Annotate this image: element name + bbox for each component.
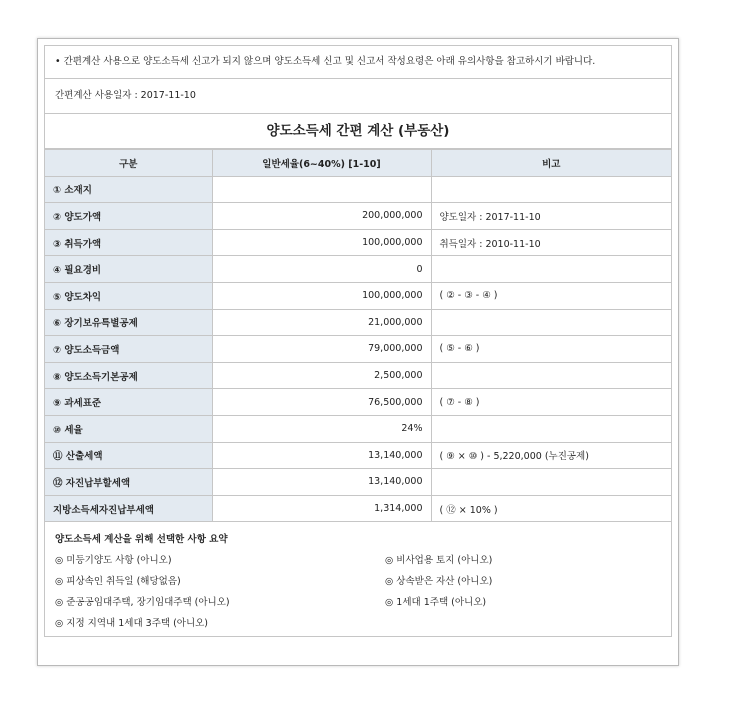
row-value: 13,140,000 xyxy=(212,442,431,469)
table-row xyxy=(45,203,671,230)
row-value: 13,140,000 xyxy=(212,469,431,496)
table-row xyxy=(45,176,671,203)
row-label: ⑧ 양도소득기본공제 xyxy=(45,362,212,389)
row-value: 200,000,000 xyxy=(212,203,431,230)
row-label: 지방소득세자진납부세액 xyxy=(45,495,212,522)
row-value: 100,000,000 xyxy=(212,282,431,309)
row-value: 2,500,000 xyxy=(212,362,431,389)
table-row xyxy=(45,389,671,416)
summary-item: ◎ 피상속인 취득일 (해당없음) xyxy=(55,576,181,588)
table-row xyxy=(45,336,671,363)
row-note xyxy=(431,176,671,203)
row-note xyxy=(431,256,671,283)
row-label: ③ 취득가액 xyxy=(45,229,212,256)
row-label: ⑤ 양도차익 xyxy=(45,282,212,309)
table-row xyxy=(45,256,671,283)
row-label: ⑦ 양도소득금액 xyxy=(45,336,212,363)
table-row xyxy=(45,229,671,256)
row-label: ④ 필요경비 xyxy=(45,256,212,283)
row-label: ② 양도가액 xyxy=(45,203,212,230)
row-note xyxy=(431,362,671,389)
summary-item: ◎ 비사업용 토지 (아니오) xyxy=(385,555,493,567)
row-note: 양도일자 : 2017-11-10 xyxy=(431,203,671,230)
summary-item: ◎ 상속받은 자산 (아니오) xyxy=(385,576,493,588)
row-value: 21,000,000 xyxy=(212,309,431,336)
header-general-rate: 일반세율(6~40%) [1-10] xyxy=(212,150,431,177)
table-row xyxy=(45,495,671,522)
table-row xyxy=(45,442,671,469)
row-value xyxy=(212,176,431,203)
header-remarks: 비고 xyxy=(431,150,671,177)
row-label: ⑥ 장기보유특별공제 xyxy=(45,309,212,336)
row-label: ⑨ 과세표준 xyxy=(45,389,212,416)
row-note: ( ⑦ - ⑧ ) xyxy=(431,389,671,416)
table-row xyxy=(45,415,671,442)
table-row xyxy=(45,469,671,496)
row-value: 0 xyxy=(212,256,431,283)
table-row xyxy=(45,309,671,336)
row-label: ⑫ 자진납부할세액 xyxy=(45,469,212,496)
row-note: ( ⑤ - ⑥ ) xyxy=(431,336,671,363)
row-value: 100,000,000 xyxy=(212,229,431,256)
use-date: 간편계산 사용일자 : 2017-11-10 xyxy=(45,79,671,114)
selection-summary xyxy=(45,522,671,636)
row-note: 취득일자 : 2010-11-10 xyxy=(431,229,671,256)
row-note: ( ② - ③ - ④ ) xyxy=(431,282,671,309)
summary-item: ◎ 준공공임대주택, 장기임대주택 (아니오) xyxy=(55,597,230,609)
summary-item: ◎ 미등기양도 사항 (아니오) xyxy=(55,555,172,567)
summary-item: ◎ 지정 지역내 1세대 3주택 (아니오) xyxy=(55,618,209,630)
row-label: ① 소재지 xyxy=(45,176,212,203)
header-category: 구분 xyxy=(45,150,212,177)
summary-title: 양도소득세 계산을 위해 선택한 사항 요약 xyxy=(55,534,228,546)
row-note: ( ⑨ × ⑩ ) - 5,220,000 (누진공제) xyxy=(431,442,671,469)
result-panel-inner xyxy=(44,45,672,637)
calculation-table xyxy=(45,149,671,522)
result-panel xyxy=(37,38,679,666)
row-note xyxy=(431,415,671,442)
row-note xyxy=(431,309,671,336)
row-label: ⑩ 세율 xyxy=(45,415,212,442)
summary-options xyxy=(55,552,661,632)
row-note: ( ⑫ × 10% ) xyxy=(431,495,671,522)
table-header-row xyxy=(45,150,671,177)
table-row xyxy=(45,282,671,309)
row-note xyxy=(431,469,671,496)
notice-text: • 간편계산 사용으로 양도소득세 신고가 되지 않으며 양도소득세 신고 및 신고서 작성요령은 아래 유의사항을 참고하시기 바랍니다. xyxy=(45,46,671,79)
row-label: ⑪ 산출세액 xyxy=(45,442,212,469)
row-value: 79,000,000 xyxy=(212,336,431,363)
row-value: 76,500,000 xyxy=(212,389,431,416)
row-value: 1,314,000 xyxy=(212,495,431,522)
summary-item: ◎ 1세대 1주택 (아니오) xyxy=(385,597,487,609)
page-title: 양도소득세 간편 계산 (부동산) xyxy=(45,114,671,149)
table-row xyxy=(45,362,671,389)
row-value: 24% xyxy=(212,415,431,442)
